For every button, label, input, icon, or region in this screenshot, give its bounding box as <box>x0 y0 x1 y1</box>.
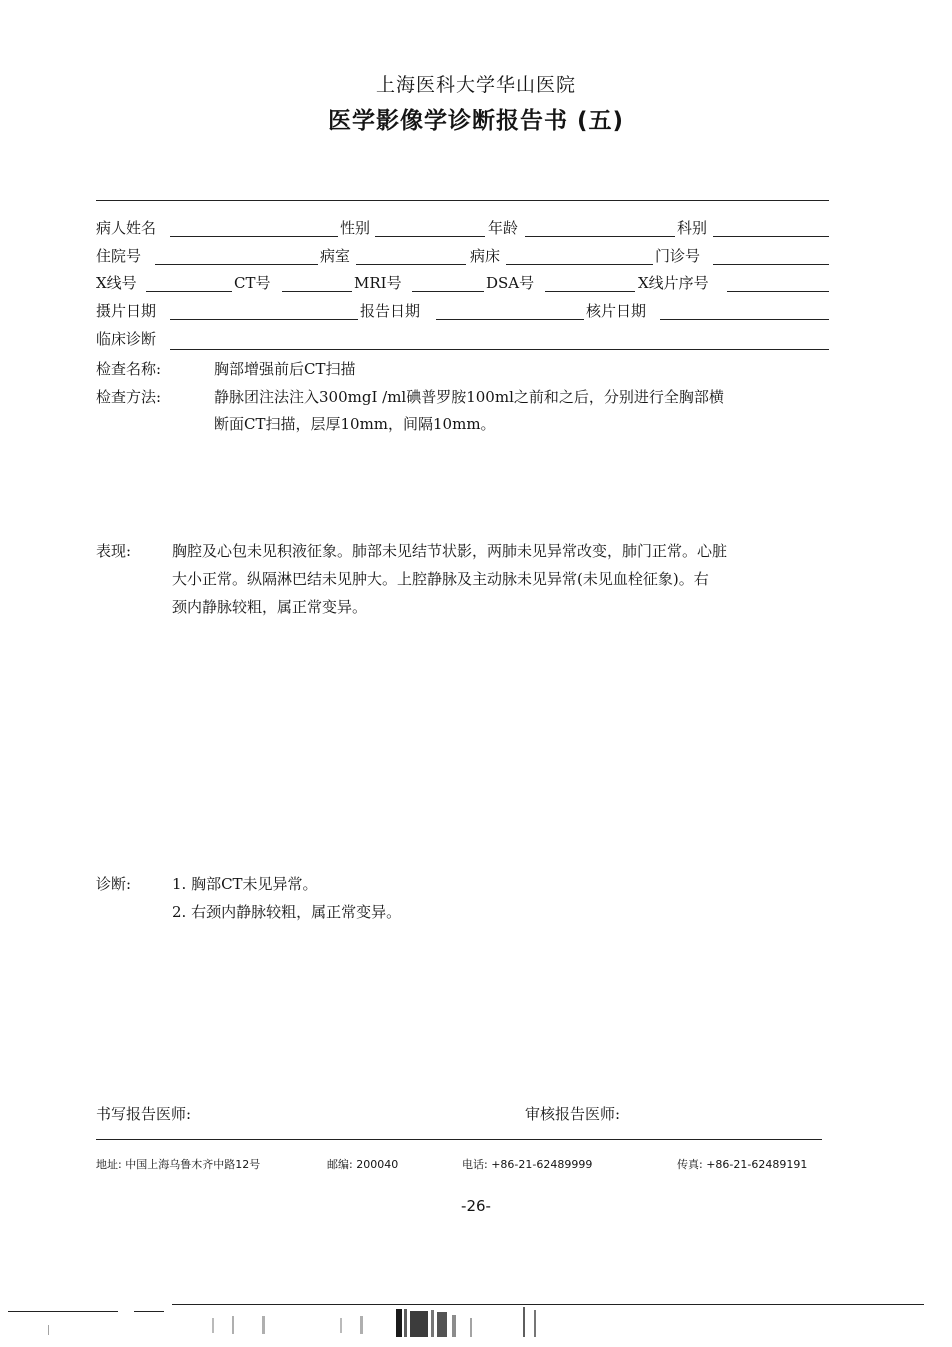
blank-sex <box>375 236 485 237</box>
blank-ward <box>356 264 466 265</box>
footer-divider <box>96 1139 822 1140</box>
label-clinical-diagnosis: 临床诊断 <box>96 330 157 348</box>
blank-age <box>525 236 675 237</box>
blank-ct-no <box>282 291 352 292</box>
blank-dsa-no <box>545 291 635 292</box>
label-mri-no: MRI号 <box>354 274 402 292</box>
label-film-date: 摄片日期 <box>96 302 157 320</box>
label-patient-name: 病人姓名 <box>96 219 157 237</box>
report-title: 医学影像学诊断报告书 (五) <box>327 108 625 134</box>
blank-department <box>713 236 829 237</box>
exam-name-label: 检查名称: <box>96 360 162 378</box>
diagnosis-label: 诊断: <box>96 875 132 893</box>
page-number: -26- <box>461 1197 491 1215</box>
footer-address: 地址: 中国上海乌鲁木齐中路12号 <box>96 1158 261 1171</box>
blank-patient-name <box>170 236 338 237</box>
blank-review-date <box>660 319 829 320</box>
patient-row-1 <box>0 218 952 242</box>
exam-name-value: 胸部增强前后CT扫描 <box>214 360 356 378</box>
findings-line-3: 颈内静脉较粗，属正常变异。 <box>172 598 368 616</box>
label-age: 年龄 <box>488 219 519 237</box>
blank-bed <box>506 264 653 265</box>
label-xray-no: X线号 <box>96 274 137 292</box>
diagnosis-item-1: 1. 胸部CT未见异常。 <box>172 875 318 893</box>
writer-signature-label: 书写报告医师: <box>96 1105 192 1123</box>
findings-line-2: 大小正常。纵隔淋巴结未见肿大。上腔静脉及主动脉未见异常(未见血栓征象)。右 <box>172 570 709 588</box>
footer-phone: 电话: +86-21-62489999 <box>462 1158 593 1171</box>
label-outpatient-no: 门诊号 <box>655 247 701 265</box>
exam-method-line-2: 断面CT扫描，层厚10mm，间隔10mm。 <box>214 415 496 433</box>
top-divider <box>96 200 829 201</box>
exam-method-line-1: 静脉团注法注入300mgI /ml碘普罗胺100ml之前和之后，分别进行全胸部横 <box>214 388 724 406</box>
patient-row-3 <box>0 273 952 297</box>
findings-line-1: 胸腔及心包未见积液征象。肺部未见结节状影，两肺未见异常改变，肺门正常。心脏 <box>172 542 728 560</box>
patient-row-4 <box>0 301 952 325</box>
blank-outpatient-no <box>713 264 829 265</box>
patient-row-5 <box>0 329 952 353</box>
label-ct-no: CT号 <box>234 274 271 292</box>
label-sex: 性别 <box>340 219 371 237</box>
label-dsa-no: DSA号 <box>486 274 535 292</box>
label-department: 科别 <box>677 219 708 237</box>
blank-inpatient-no <box>155 264 318 265</box>
blank-xray-no <box>146 291 232 292</box>
label-report-date: 报告日期 <box>360 302 421 320</box>
exam-method-label: 检查方法: <box>96 388 162 406</box>
footer-postcode: 邮编: 200040 <box>327 1158 399 1171</box>
reviewer-signature-label: 审核报告医师: <box>525 1105 621 1123</box>
blank-clinical-diagnosis <box>170 349 829 350</box>
label-review-date: 核片日期 <box>586 302 647 320</box>
blank-mri-no <box>412 291 484 292</box>
blank-film-date <box>170 319 358 320</box>
patient-row-2 <box>0 246 952 270</box>
label-film-seq: X线片序号 <box>638 274 709 292</box>
findings-label: 表现: <box>96 542 132 560</box>
diagnosis-item-2: 2. 右颈内静脉较粗，属正常变异。 <box>172 903 402 921</box>
blank-report-date <box>436 319 584 320</box>
blank-film-seq <box>727 291 829 292</box>
label-inpatient-no: 住院号 <box>96 247 142 265</box>
label-bed: 病床 <box>470 247 501 265</box>
hospital-name: 上海医科大学华山医院 <box>375 74 576 96</box>
footer-fax: 传真: +86-21-62489191 <box>677 1158 808 1171</box>
label-ward: 病室 <box>320 247 351 265</box>
